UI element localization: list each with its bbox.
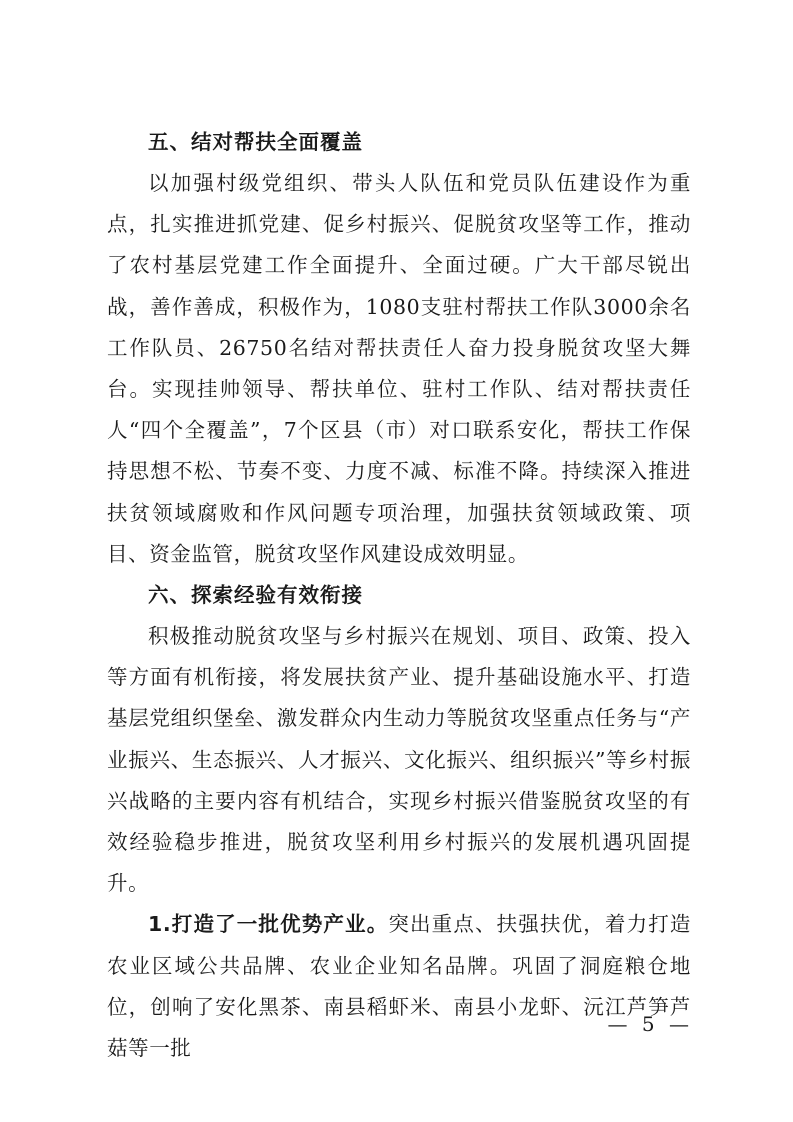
section-5-paragraph: 以加强村级党组织、带头人队伍和党员队伍建设作为重点，扎实推进抓党建、促乡村振兴、促脱贫攻坚等工作，推动了农村基层党建工作全面提升、全面过硬。广大干部尽锐出战，善作善成，积极作为，1080支驻村帮扶工作队3000余名工作队员、26750名结对帮扶责任人奋力投身脱贫攻坚大舞台。实现挂帅领导、帮扶单位、驻村工作队、结对帮扶责任人“四个全覆盖”，7个区县（市）对口联系安化，帮扶工作保持思想不松、节奏不变、力度不减、标准不降。持续深入推进扶贫领域腐败和作风问题专项治理，加强扶贫领域政策、项目、资金监管，脱贫攻坚作风建设成效明显。: [107, 171, 691, 566]
item-1-paragraph: [107, 904, 691, 1069]
section-heading-5: 五、结对帮扶全面覆盖: [148, 130, 363, 154]
document-body: [107, 122, 691, 1069]
page-number: — 5 —: [607, 1012, 693, 1036]
item-1-lead: 1.打造了一批优势产业。: [148, 912, 389, 937]
section-heading-6: 六、探索经验有效衔接: [148, 583, 363, 608]
item-1-text: 突出重点、扶强扶优，着力打造农业区域公共品牌、农业企业知名品牌。巩固了洞庭粮仓地位，创响了安化黑茶、南县稻虾米、南县小龙虾、沅江芦笋芦菇等一批: [107, 912, 691, 1061]
section-6-paragraph: 积极推动脱贫攻坚与乡村振兴在规划、项目、政策、投入等方面有机衔接，将发展扶贫产业、提升基础设施水平、打造基层党组织堡垒、激发群众内生动力等脱贫攻坚重点任务与“产业振兴、生态振兴、人才振兴、文化振兴、组织振兴”等乡村振兴战略的主要内容有机结合，实现乡村振兴借鉴脱贫攻坚的有效经验稳步推进，脱贫攻坚利用乡村振兴的发展机遇巩固提升。: [107, 624, 691, 896]
